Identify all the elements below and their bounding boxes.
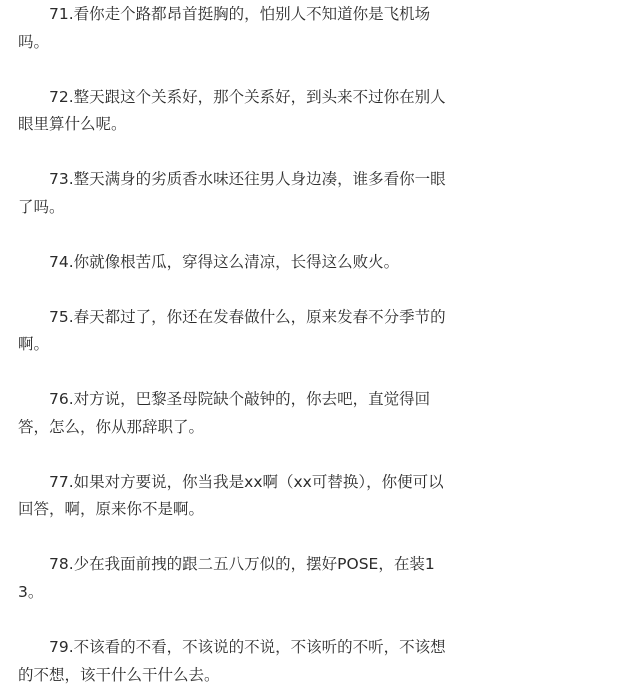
paragraph-75: 75.春天都过了，你还在发春做什么，原来发春不分季节的啊。 [18,307,446,354]
paragraph-gap [18,524,458,551]
paragraph-gap [18,139,458,166]
paragraph-gap [18,276,458,303]
paragraph-77: 77.如果对方要说，你当我是xx啊（xx可替换），你便可以回答，啊，原来你不是啊。 [18,472,444,519]
paragraph-72: 72.整天跟这个关系好，那个关系好，到头来不过你在别人眼里算什么呢。 [18,87,446,134]
paragraph-gap [18,359,458,386]
paragraph-gap [18,441,458,468]
paragraph-76: 76.对方说，巴黎圣母院缺个敲钟的，你去吧，直觉得回答，怎么，你从那辞职了。 [18,390,431,436]
paragraph-73: 73.整天满身的劣质香水味还往男人身边凑，谁多看你一眼了吗。 [18,170,446,216]
paragraph-78: 78.少在我面前拽的跟二五八万似的，摆好POSE，在装13。 [18,555,435,602]
paragraph-74: 74.你就像根苦瓜，穿得这么清凉，长得这么败火。 [49,252,400,271]
paragraph-gap [18,56,458,83]
paragraph-gap [18,607,458,634]
article-body [18,0,458,689]
paragraph-gap [18,221,458,248]
paragraph-71: 71.看你走个路都昂首挺胸的，怕别人不知道你是飞机场吗。 [18,5,431,51]
paragraph-79: 79.不该看的不看，不该说的不说，不该听的不听，不该想的不想，该干什么干什么去。 [18,638,446,684]
